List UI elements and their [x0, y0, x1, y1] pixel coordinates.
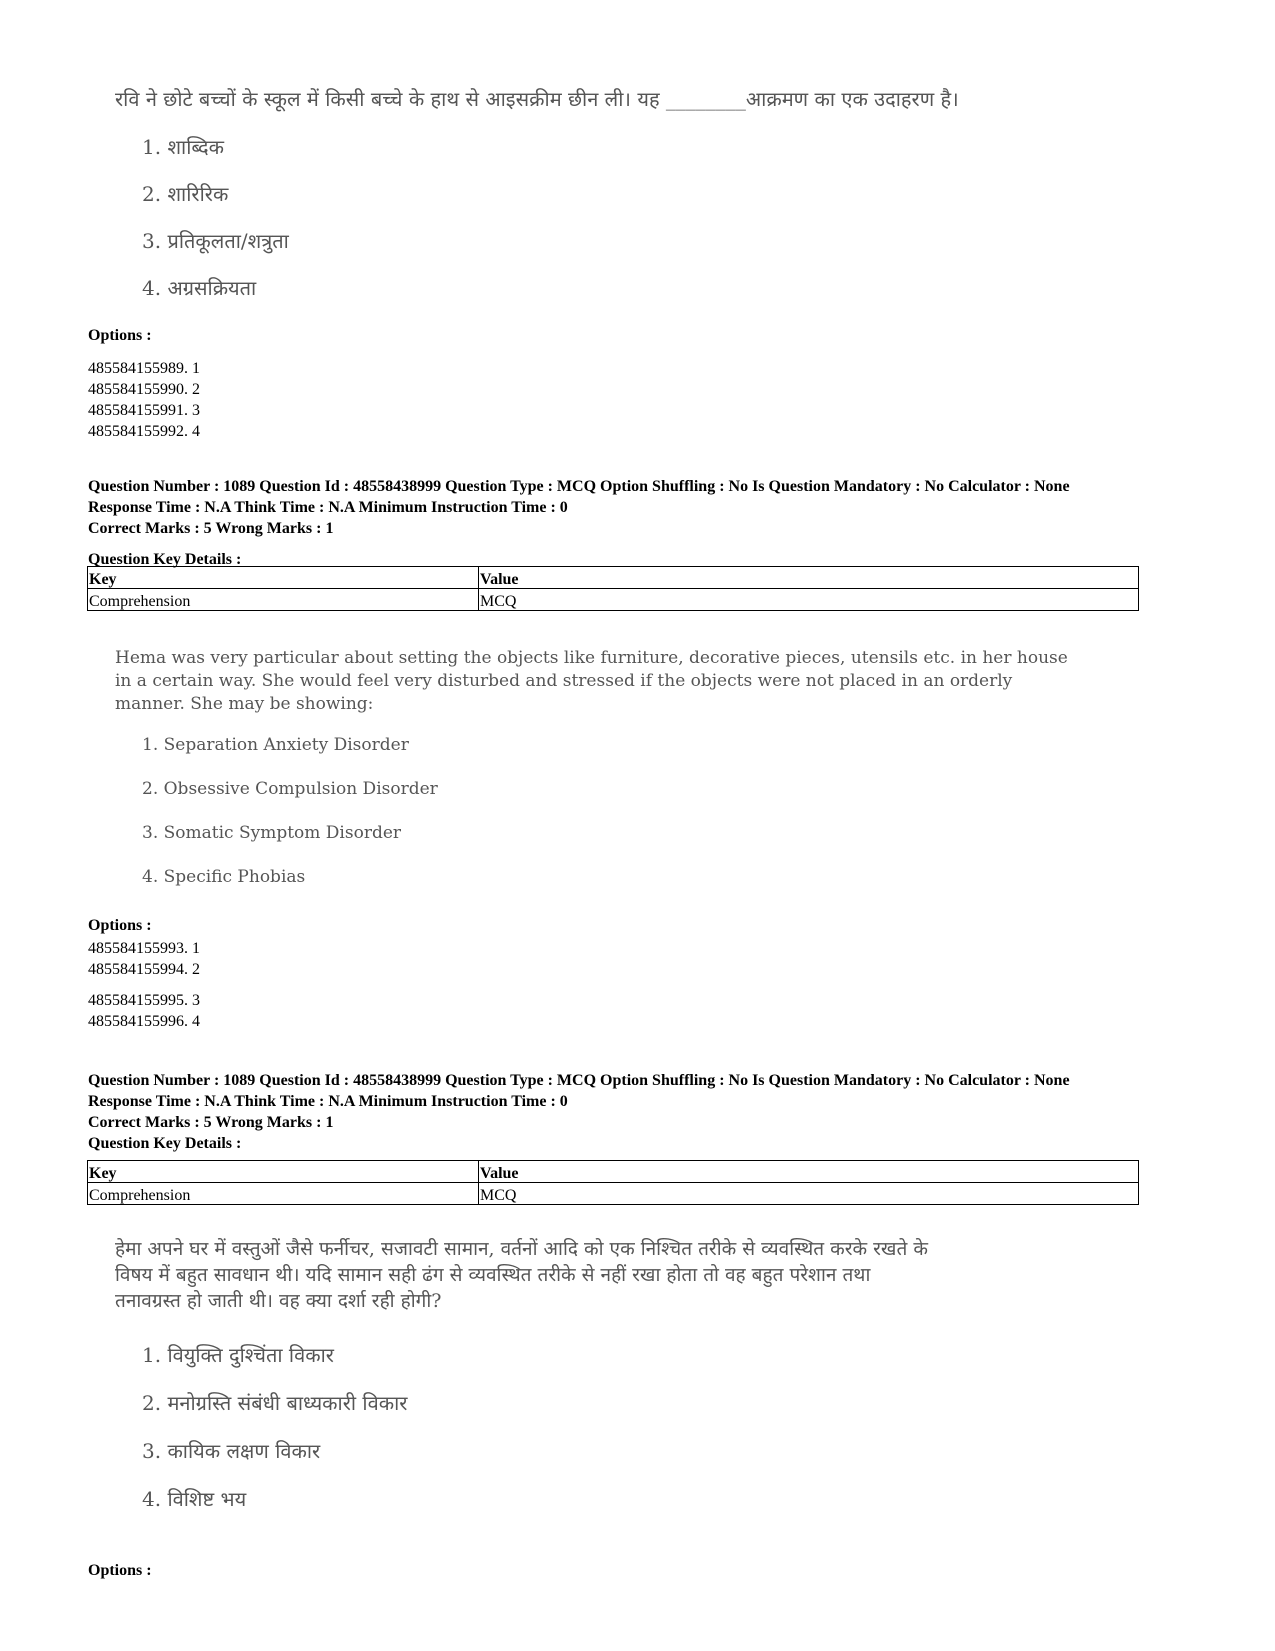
question-marks: Correct Marks : 5 Wrong Marks : 1: [88, 520, 334, 537]
table-header-key: Key: [88, 567, 479, 589]
question-meta-2: [88, 1070, 1070, 1154]
option-id: 485584155995. 3: [88, 992, 200, 1009]
question-2-stem-line: in a certain way. She would feel very disturbed and stressed if the objects were not placed in an orderly: [115, 671, 1013, 691]
option-id: 485584155994. 2: [88, 961, 200, 978]
question-1-choice-1: 1. शाब्दिक: [142, 135, 225, 159]
question-1-options-list: [88, 358, 200, 442]
key-details-table: [87, 1160, 1139, 1205]
question-3-stem-line: तनावग्रस्त हो जाती थी। वह क्या दर्शा रही होगी?: [115, 1290, 442, 1312]
key-details-table: [87, 566, 1139, 611]
question-2-choice-2: 2. Obsessive Compulsion Disorder: [142, 779, 438, 799]
question-3-options-label: Options :: [88, 1562, 152, 1579]
question-1-choice-2: 2. शारिरिक: [142, 182, 229, 206]
question-3-image: [115, 1236, 995, 1516]
question-meta-line: Question Number : 1089 Question Id : 48558438999 Question Type : MCQ Option Shuffling : No Is Question Mandatory : No Calculator : None: [88, 478, 1070, 495]
question-2-image: [115, 647, 1068, 892]
table-row: [88, 1161, 1139, 1183]
question-1-options-label: Options :: [88, 327, 152, 344]
question-3-choice-1: 1. वियुक्ति दुश्चिंता विकार: [142, 1343, 334, 1367]
question-marks: Correct Marks : 5 Wrong Marks : 1: [88, 1114, 334, 1131]
table-header-key: Key: [88, 1161, 479, 1183]
question-1-choice-4: 4. अग्रसक्रियता: [142, 276, 257, 300]
question-2-stem-line: Hema was very particular about setting the objects like furniture, decorative pieces, utensils etc. in her house: [115, 648, 1068, 668]
option-id: 485584155990. 2: [88, 381, 200, 398]
question-3-stem-line: विषय में बहुत सावधान थी। यदि सामान सही ढंग से व्यवस्थित तरीके से नहीं रखा होता तो वह बहुत परेशान तथा: [115, 1264, 871, 1286]
question-3-choice-4: 4. विशिष्ट भय: [142, 1487, 247, 1511]
option-id: 485584155992. 4: [88, 423, 200, 440]
table-cell-key: Comprehension: [88, 589, 479, 611]
question-2-stem-line: manner. She may be showing:: [115, 694, 374, 714]
question-meta-line: Question Number : 1089 Question Id : 48558438999 Question Type : MCQ Option Shuffling : No Is Question Mandatory : No Calculator : None: [88, 1072, 1070, 1089]
table-cell-value: MCQ: [479, 589, 1139, 611]
question-1-image: [115, 86, 1015, 311]
question-3-choice-2: 2. मनोग्रस्ति संबंधी बाध्यकारी विकार: [142, 1391, 408, 1415]
option-id: 485584155989. 1: [88, 360, 200, 377]
question-3-choice-3: 3. कायिक लक्षण विकार: [142, 1439, 321, 1463]
question-1-choice-3: 3. प्रतिकूलता/शत्रुता: [142, 229, 289, 253]
question-2-choice-3: 3. Somatic Symptom Disorder: [142, 823, 402, 843]
question-2-choice-1: 1. Separation Anxiety Disorder: [142, 735, 409, 755]
table-cell-value: MCQ: [479, 1183, 1139, 1205]
key-details-label: Question Key Details :: [88, 551, 242, 568]
question-meta-1: [88, 476, 1070, 539]
table-row: [88, 567, 1139, 589]
table-header-value: Value: [479, 1161, 1139, 1183]
table-header-value: Value: [479, 567, 1139, 589]
option-id: 485584155996. 4: [88, 1013, 200, 1030]
question-3-stem-line: हेमा अपने घर में वस्तुओं जैसे फर्नीचर, सजावटी सामान, वर्तनों आदि को एक निश्चित तरीके से व्यवस्थित करके रखते के: [115, 1238, 928, 1260]
question-1-stem: रवि ने छोटे बच्चों के स्कूल में किसी बच्चे के हाथ से आइसक्रीम छीन ली। यह ________आक्रमण का एक उदाहरण है।: [115, 87, 959, 111]
question-2-options-list: [88, 938, 200, 1032]
question-meta-line: Response Time : N.A Think Time : N.A Minimum Instruction Time : 0: [88, 499, 568, 516]
question-2-options-label: Options :: [88, 917, 152, 934]
table-row: [88, 1183, 1139, 1205]
option-id: 485584155991. 3: [88, 402, 200, 419]
table-cell-key: Comprehension: [88, 1183, 479, 1205]
key-details-label: Question Key Details :: [88, 1135, 242, 1152]
table-row: [88, 589, 1139, 611]
question-2-choice-4: 4. Specific Phobias: [142, 867, 306, 887]
option-id: 485584155993. 1: [88, 940, 200, 957]
question-meta-line: Response Time : N.A Think Time : N.A Minimum Instruction Time : 0: [88, 1093, 568, 1110]
